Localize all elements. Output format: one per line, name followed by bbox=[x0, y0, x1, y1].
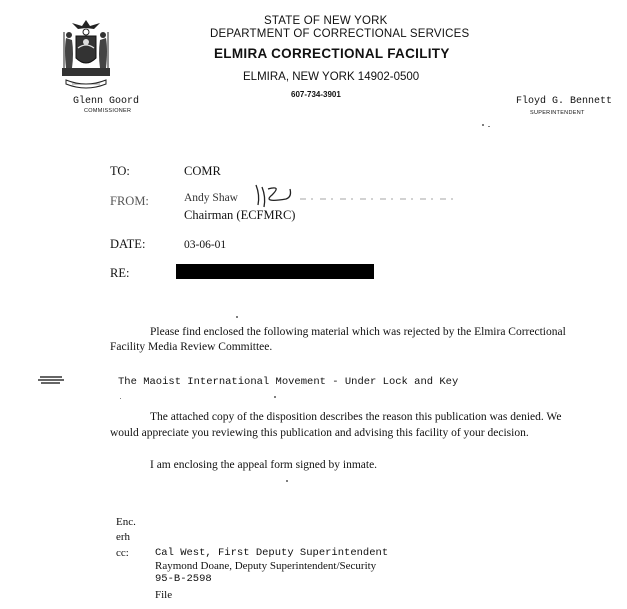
scan-speck bbox=[482, 124, 484, 126]
scan-speck bbox=[488, 126, 490, 127]
commissioner-title: COMMISSIONER bbox=[84, 108, 132, 114]
cc-label: cc: bbox=[116, 547, 129, 559]
state-seal-icon bbox=[58, 18, 114, 92]
scan-artifact-line bbox=[300, 197, 460, 201]
date-label: DATE: bbox=[110, 237, 146, 251]
superintendent-title: SUPERINTENDENT bbox=[530, 110, 585, 116]
cc-recipient-1: Cal West, First Deputy Superintendent bbox=[155, 547, 389, 559]
facility-address: ELMIRA, NEW YORK 14902-0500 bbox=[243, 71, 420, 83]
cc-recipient-4: File bbox=[155, 589, 173, 601]
signature-initials-icon bbox=[252, 181, 296, 211]
paragraph-3: I am enclosing the appeal form signed by inmate. bbox=[150, 459, 378, 471]
scan-speck bbox=[274, 396, 276, 398]
margin-mark-icon bbox=[38, 374, 66, 386]
from-name: Andy Shaw bbox=[184, 192, 238, 204]
scan-speck bbox=[286, 480, 288, 482]
paragraph-1-line-1: Please find enclosed the following material which was rejected by the Elmira Correctional bbox=[150, 326, 566, 338]
paragraph-2-line-2: would appreciate you reviewing this publication and advising this facility of your decision. bbox=[110, 427, 529, 439]
typist-initials: erh bbox=[116, 531, 131, 543]
publication-title: The Maoist International Movement - Under Lock and Key bbox=[118, 376, 459, 388]
superintendent-name: Floyd G. Bennett bbox=[516, 96, 613, 107]
re-redaction-bar bbox=[176, 264, 374, 279]
to-label: TO: bbox=[110, 164, 130, 178]
scan-speck bbox=[120, 398, 121, 399]
enclosure-note: Enc. bbox=[116, 516, 136, 528]
facility-phone: 607-734-3901 bbox=[291, 90, 341, 99]
facility-heading: ELMIRA CORRECTIONAL FACILITY bbox=[214, 46, 450, 61]
cc-recipient-2: Raymond Doane, Deputy Superintendent/Security bbox=[155, 560, 377, 572]
cc-recipient-3: 95-B-2598 bbox=[155, 573, 212, 585]
paragraph-1-line-2: Facility Media Review Committee. bbox=[110, 341, 273, 353]
date-value: 03-06-01 bbox=[184, 239, 227, 251]
department-heading: DEPARTMENT OF CORRECTIONAL SERVICES bbox=[210, 28, 470, 40]
scan-speck bbox=[236, 316, 238, 318]
paragraph-2-line-1: The attached copy of the disposition describes the reason this publication was denied. We bbox=[150, 411, 562, 423]
from-title: Chairman (ECFMRC) bbox=[184, 208, 296, 222]
from-label: FROM: bbox=[110, 194, 149, 208]
re-label: RE: bbox=[110, 266, 130, 280]
commissioner-name: Glenn Goord bbox=[73, 96, 140, 107]
to-value: COMR bbox=[184, 164, 221, 178]
state-heading: STATE OF NEW YORK bbox=[264, 15, 388, 27]
